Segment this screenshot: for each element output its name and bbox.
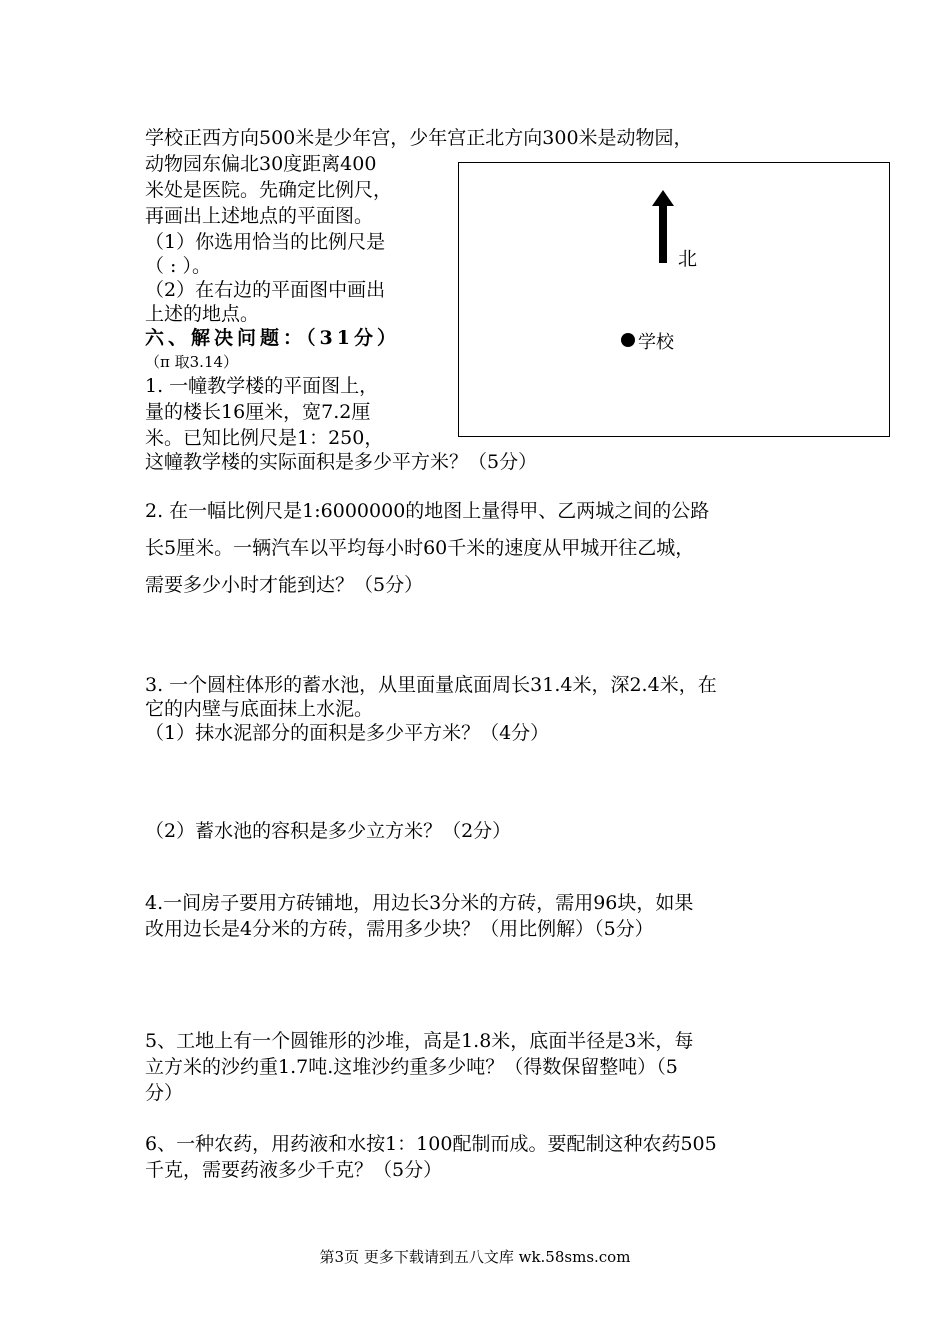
problem4-line1: 4.一间房子要用方砖铺地，用边长3分米的方砖，需用96块，如果 <box>145 892 694 914</box>
problem5-line3: 分） <box>145 1082 184 1104</box>
draw-question-line2: 上述的地点。 <box>145 303 260 325</box>
problem5-line2: 立方米的沙约重1.7吨.这堆沙约重多少吨？（得数保留整吨）（5 <box>145 1056 678 1078</box>
school-label: 学校 <box>638 332 674 353</box>
problem3-sub2: （2）蓄水池的容积是多少立方米？（2分） <box>145 820 512 842</box>
pi-note: （π 取3.14） <box>145 353 239 371</box>
north-arrow-head-icon <box>652 190 674 206</box>
draw-question-line1: （2）在右边的平面图中画出 <box>145 279 386 301</box>
north-arrow-shaft <box>659 205 667 263</box>
north-label: 北 <box>678 248 698 270</box>
problem3-line2: 它的内壁与底面抹上水泥。 <box>145 698 374 720</box>
problem4-line2: 改用边长是4分米的方砖，需用多少块？（用比例解）（5分） <box>145 918 654 940</box>
scale-question: （1）你选用恰当的比例尺是 <box>145 231 386 253</box>
problem2-line2: 长5厘米。一辆汽车以平均每小时60千米的速度从甲城开往乙城， <box>145 537 695 559</box>
problem-intro-line1: 学校正西方向500米是少年宫，少年宫正北方向300米是动物园， <box>145 127 693 149</box>
map-frame <box>458 162 890 437</box>
school-dot-icon <box>621 333 635 347</box>
problem1-line1: 1. 一幢教学楼的平面图上， <box>145 375 379 397</box>
problem6-line2: 千克，需要药液多少千克？（5分） <box>145 1159 443 1181</box>
problem2-line3: 需要多少小时才能到达？（5分） <box>145 574 424 596</box>
problem1-line4: 这幢教学楼的实际面积是多少平方米？（5分） <box>145 451 538 473</box>
problem3-line1: 3. 一个圆柱体形的蓄水池，从里面量底面周长31.4米，深2.4米，在 <box>145 674 717 696</box>
page-footer: 第3页 更多下载请到五八文库 wk.58sms.com <box>319 1248 631 1266</box>
problem3-sub1: （1）抹水泥部分的面积是多少平方米？（4分） <box>145 722 550 744</box>
problem5-line1: 5、工地上有一个圆锥形的沙堆，高是1.8米，底面半径是3米，每 <box>145 1030 694 1052</box>
problem-intro-line3: 米处是医院。先确定比例尺， <box>145 179 393 201</box>
problem6-line1: 6、一种农药，用药液和水按1：100配制而成。要配制这种农药505 <box>145 1133 717 1155</box>
problem1-line2: 量的楼长16厘米，宽7.2厘 <box>145 401 371 423</box>
scale-answer-blank: （ : ）。 <box>145 255 211 277</box>
section-heading: 六、解决问题：（31分） <box>145 327 400 349</box>
problem-intro-line4: 再画出上述地点的平面图。 <box>145 205 374 227</box>
problem1-line3: 米。已知比例尺是1：250， <box>145 427 384 449</box>
problem2-line1: 2. 在一幅比例尺是1:6000000的地图上量得甲、乙两城之间的公路 <box>145 500 710 522</box>
problem-intro-line2: 动物园东偏北30度距离400 <box>145 153 377 175</box>
